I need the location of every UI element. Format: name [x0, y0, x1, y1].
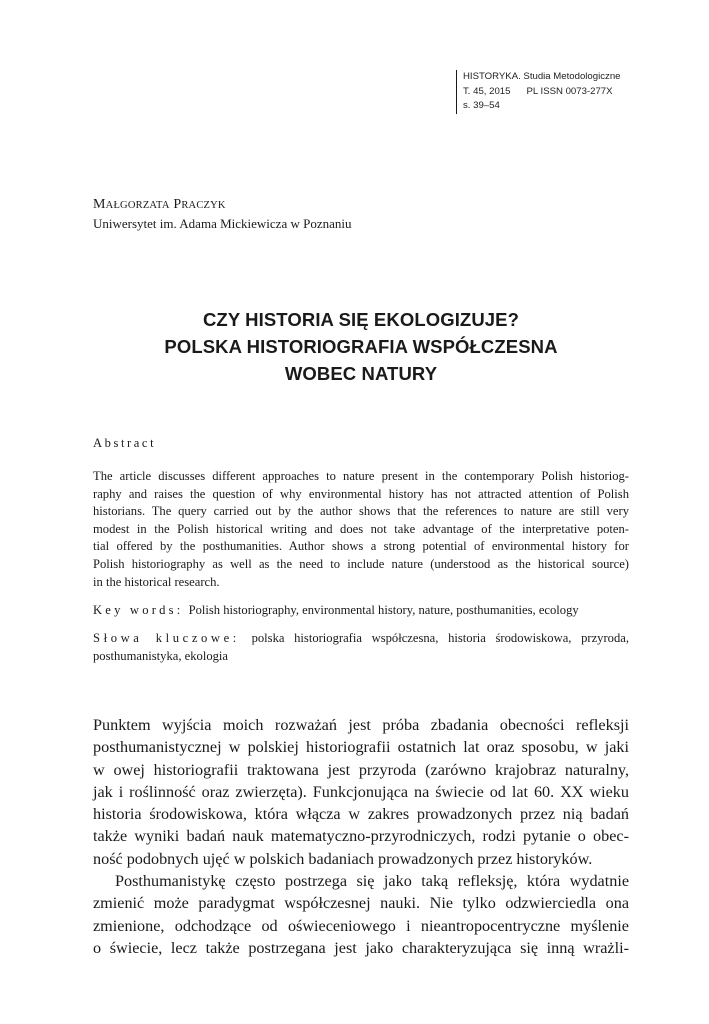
abstract-line: The article discusses different approaches to nature present in the contemporary Polish historiog-	[93, 469, 629, 483]
body-line: w owej historiografii traktowana jest przyroda (zarówno krajobraz naturalny,	[93, 760, 629, 779]
slowa-label: Słowa kluczowe:	[93, 631, 240, 645]
abstract-line: modest in the Polish historical writing and does not take advantage of the interpretative poten-	[93, 521, 629, 536]
journal-title: HISTORYKA. Studia Metodologiczne	[463, 71, 621, 82]
author-block	[93, 196, 623, 233]
keywords	[93, 602, 629, 620]
abstract-text	[93, 468, 629, 591]
author-last-rest: RACZYK	[181, 200, 226, 211]
body-line: ność podobnych ujęć w polskich badaniach prowadzonych przez historyków.	[93, 849, 593, 868]
author-affiliation: Uniwersytet im. Adama Mickiewicza w Poznaniu	[93, 216, 352, 231]
abstract-line: raphy and raises the question of why environmental history has not attracted attention of Polish	[93, 486, 629, 501]
title-line-2: POLSKA HISTORIOGRAFIA WSPÓŁCZESNA	[164, 336, 558, 357]
abstract-line: in the historical research.	[93, 574, 220, 589]
slowa-text-1: polska historiografia współczesna, historia środowiskowa, przyroda,	[251, 631, 629, 645]
body-line: Posthumanistykę często postrzega się jako taką refleksję, która wydatnie	[115, 872, 629, 891]
author-first-rest: AŁGORZATA	[105, 200, 170, 211]
body-line: Punktem wyjścia moich rozważań jest próba zbadania obecności refleksji	[93, 716, 629, 734]
journal-info	[456, 70, 653, 114]
author-last-initial: P	[173, 197, 182, 212]
abstract-line: tial offered by the posthumanities. Author shows a strong potential of environmental history for	[93, 539, 629, 554]
slowa-kluczowe	[93, 630, 629, 665]
slowa-line-1	[93, 630, 629, 648]
abstract-line: historians. The query carried out by the author shows that the references to nature are still very	[93, 504, 629, 519]
author-first-initial: M	[93, 197, 106, 212]
slowa-line-2: posthumanistyka, ekologia	[93, 648, 229, 663]
journal-volume: T. 45, 2015	[463, 85, 511, 97]
title-line-1: CZY HISTORIA SIĘ EKOLOGIZUJE?	[202, 309, 520, 330]
keywords-label: Key words:	[93, 603, 184, 617]
body-line: historia środowiskowa, która włącza w zakres prowadzonych przez nią badań	[93, 805, 629, 824]
keywords-text: Polish historiography, environmental history, nature, posthumanities, ecology	[188, 603, 579, 617]
journal-pages: s. 39–54	[463, 100, 500, 111]
title-line-3: WOBEC NATURY	[284, 363, 438, 384]
body-line: także wyniki badań nauk matematyczno-przyrodniczych, rodzi pytanie o obec-	[93, 827, 629, 846]
journal-issn: PL ISSN 0073-277X	[526, 85, 613, 97]
body-line: zmienione, odchodzące od oświeceniowego i nieantropocentryczne myślenie	[93, 916, 629, 935]
body-line: posthumanistycznej w polskiej historiografii ostatnich lat oraz sposobu, w jaki	[93, 738, 629, 757]
body-line: jak i roślinność oraz zwierzęta). Funkcjonująca na świecie od lat 60. XX wieku	[93, 782, 629, 801]
body-line: o świecie, lecz także postrzegana jest jako charakteryzująca się inną wrażli-	[93, 938, 629, 957]
article-title	[93, 306, 629, 387]
author-name	[93, 196, 623, 215]
abstract-line: Polish historiography as well as the need to include nature (understood as the historical source)	[93, 556, 629, 571]
body-text	[93, 714, 629, 959]
journal-volume-issn	[463, 85, 653, 100]
abstract-heading: Abstract	[93, 436, 157, 450]
body-line: zmienić może paradygmat współczesnej nauki. Nie tylko odzwierciedla ona	[93, 894, 629, 913]
